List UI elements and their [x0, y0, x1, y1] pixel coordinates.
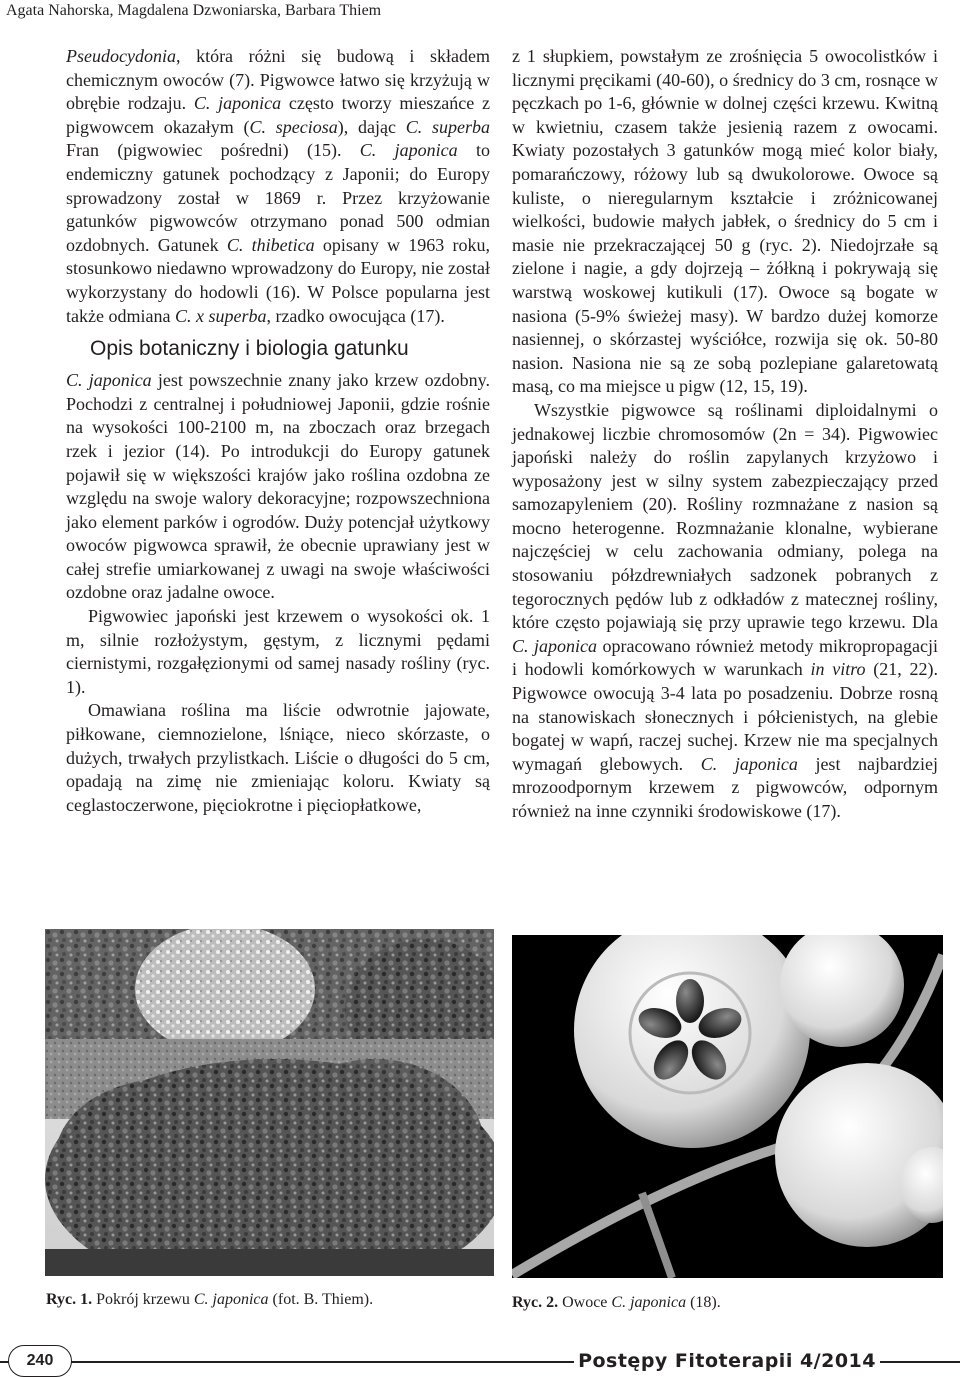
- paragraph: Omawiana roślina ma liście odwrotnie jajowate, piłkowane, ciemnozielone, lśniące, nieco skórzaste, o dużych, trwałych przylistkach. Liście o długości do 5 cm, opadają na zimę nie zmieniając koloru. Kwiaty są ceglastoczerwone, pięciokrotne i pięciopłatkowe,: [66, 700, 490, 815]
- figure-label: Ryc. 2.: [512, 1294, 559, 1311]
- shrub-photo-image: [45, 929, 494, 1276]
- section-heading: Opis botaniczny i biologia gatunku: [90, 337, 409, 361]
- caption-species: C. japonica: [193, 1291, 269, 1308]
- paragraph: Wszystkie pigwowce są roślinami diploidalnymi o jednakowej liczbie chromosomów (2n = 34). Pigwowiec japoński należy do roślin zapylanych krzyżowo i wyposażony jest w silny system zabezpieczający przed samozapyleniem (20). Rośliny rozmnażane z nasion są mocno heterogenne. Rozmnażanie klonalne, wybierane najczęściej w celu zachowania odmiany, polega na stosowaniu półzdrewniałych sadzonek pobranych z tegorocznych pędów lub z odkładów z matecznej rośliny, które często pojawiają się przy uprawie tego krzewu. Dla C. japonica opracowano również metody mikropropagacji i hodowli komórkowych w warunkach in vitro (21, 22). Pigwowce owocują 3-4 lata po posadzeniu. Dobrze rosną na stanowiskach słonecznych i półcienistych, na glebie bogatej w wapń, raczej suchej. Krzew nie ma specjalnych wymagań glebowych. C. japonica jest najbardziej mrozoodpornym krzewem z pigwowców, odpornym również na inne czynniki środowiskowe (17).: [512, 399, 939, 821]
- caption-text: Owoce: [558, 1294, 612, 1311]
- paragraph: C. japonica jest powszechnie znany jako krzew ozdobny. Pochodzi z centralnej i południowej Japonii, gdzie rośnie na wysokości 100-2100 m, na zboczach oraz brzegach rzek i jezior (14). Po introdukcji do Europy gatunek pojawił się w większości krajów jako roślina ozdobna ze względu na swoje walory dekoracyjne; rozpowszechniona jako element parków i ogrodów. Duży potencjał użytkowy owoców pigwowca sprawił, że obecnie uprawiany jest w całej strefie umiarkowanej z uwagi na swoje właściwości ozdobne oraz jadalne owoce.: [66, 370, 491, 603]
- figure-2-caption: [512, 1293, 721, 1313]
- right-column: [512, 45, 938, 824]
- journal-name: Postępy Fitoterapii 4/2014: [574, 1349, 880, 1373]
- figure-label: Ryc. 1.: [46, 1291, 93, 1308]
- caption-species: C. japonica: [611, 1294, 687, 1311]
- figure-1-caption: [46, 1290, 373, 1310]
- figure-2-fruit-photo: [512, 935, 943, 1278]
- caption-text: Pokrój krzewu: [92, 1291, 194, 1308]
- running-header: Agata Nahorska, Magdalena Dzwoniarska, Barbara Thiem: [6, 2, 382, 19]
- page-number: 240: [8, 1345, 72, 1377]
- fruit-photo-image: [512, 935, 943, 1278]
- paragraph: Pseudocydonia, która różni się budową i składem chemicznym owoców (7). Pigwowce łatwo się krzyżują w obrębie rodzaju. C. japonica często tworzy mieszańce z pigwowcem okazałym (C. speciosa), dając C. superba Fran (pigwowiec pośredni) (15). C. japonica to endemiczny gatunek pochodzący z Japonii; do Europy sprowadzony został w 1869 r. Przez krzyżowanie gatunków pigwowców otrzymano ponad 500 odmian ozdobnych. Gatunek C. thibetica opisany w 1963 roku, stosunkowo niedawno wprowadzony do Europy, nie został wykorzystany do hodowli (16). W Polsce popularna jest także odmiana C. x superba, rzadko owocująca (17).: [66, 46, 490, 326]
- left-column: [66, 45, 490, 817]
- paragraph: z 1 słupkiem, powstałym ze zrośnięcia 5 owocolistków i licznymi pręcikami (40-60), o średnicy do 3 cm, rosnące w pęczkach po 1-6, głównie w dolnej części krzewu. Kwitną w kwietniu, czasem także jesienią razem z owocami. Kwiaty pozostałych 3 gatunków mogą mieć kolor biały, pomarańczowy, różowy lub są dwukolorowe. Owoce są kuliste, o nieregularnym kształcie i zróżnicowanej wielkości, budowie małych jabłek, o średnicy do 5 cm i masie nie przekraczającej 50 g (ryc. 2). Niedojrzałe są zielone i nagie, a gdy dojrzeją – żółkną i pokrywają się warstwą woskowej kutikuli (17). Owoce są bogate w nasiona (5-9% świeżej masy). W bardzo dużej komorze nasiennej, o skórzastej wyściółce, rozwija się ok. 50-80 nasion. Nasiona nie są ze sobą pozlepiane galaretowatą masą, co ma miejsce u pigw (12, 15, 19).: [512, 46, 938, 397]
- paragraph: Pigwowiec japoński jest krzewem o wysokości ok. 1 m, silnie rozłożystym, gęstym, z licznymi pędami ciernistymi, rozgałęzionymi od samej nasady rośliny (ryc. 1).: [66, 606, 490, 697]
- caption-text: (18).: [686, 1294, 721, 1311]
- figure-1-shrub-photo: [45, 929, 494, 1276]
- caption-text: (fot. B. Thiem).: [268, 1291, 374, 1308]
